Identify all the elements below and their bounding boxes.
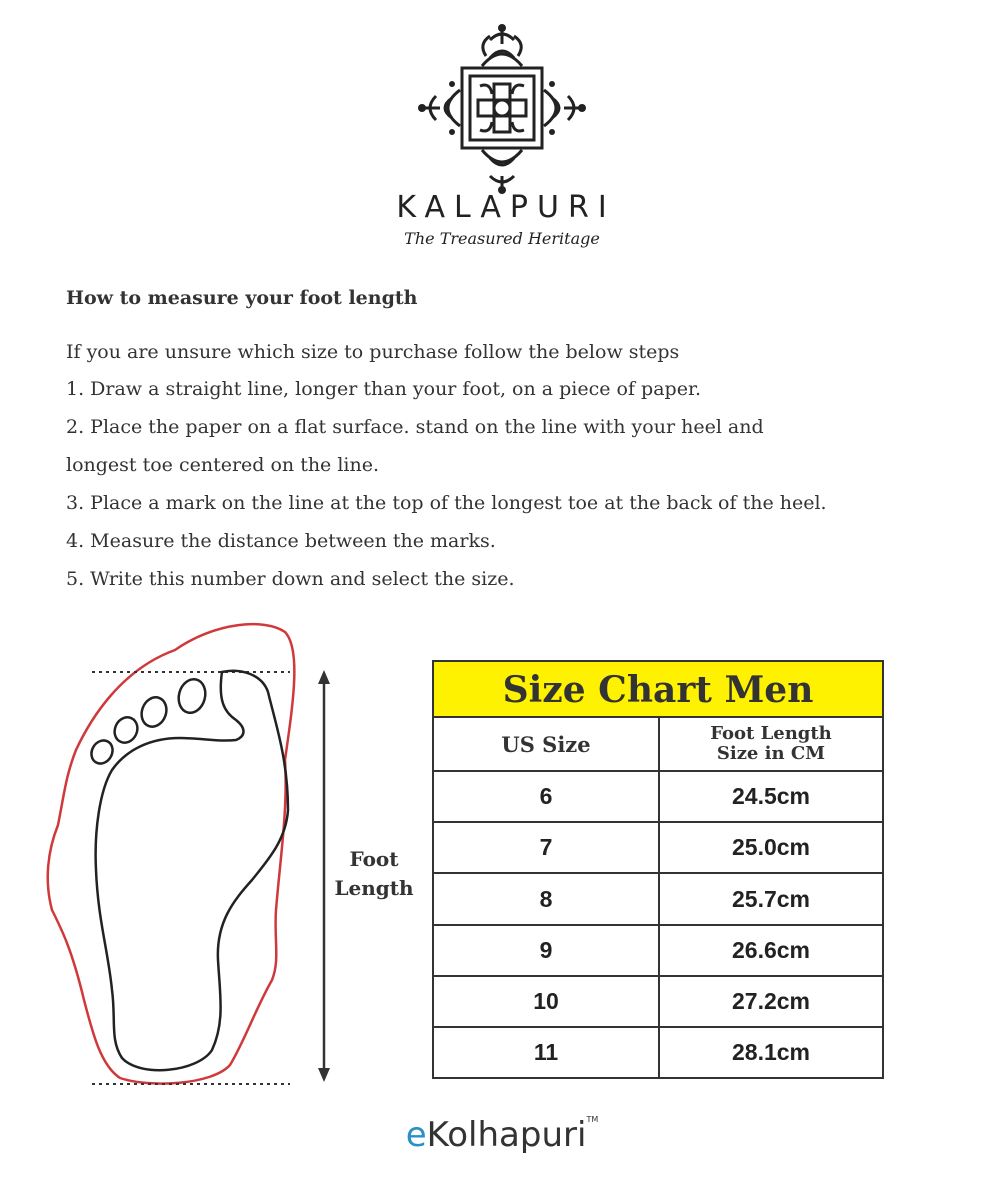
cm-size-cell: 25.0cm — [731, 834, 810, 860]
header-us-size: US Size — [434, 718, 660, 770]
foot-length-label — [330, 845, 418, 903]
us-size-cell: 9 — [434, 926, 660, 975]
size-chart-title: Size Chart Men — [434, 662, 882, 718]
foot-outline — [96, 671, 288, 1070]
cm-size-cell: 27.2cm — [731, 988, 810, 1014]
toe-3 — [138, 694, 171, 730]
us-size-cell: 10 — [434, 977, 660, 1026]
us-size-cell: 6 — [434, 772, 660, 821]
guide-heading: How to measure your foot length — [66, 287, 418, 309]
us-size-cell: 7 — [434, 823, 660, 872]
header-foot-length — [660, 718, 882, 770]
table-row — [434, 975, 882, 1026]
us-size-cell: 8 — [434, 874, 660, 924]
brand-name: KALAPURI — [396, 190, 616, 225]
header-foot-length-line1: Foot Length — [710, 723, 832, 744]
size-chart-table — [432, 660, 884, 1079]
ekolhapuri-logo — [0, 1115, 1004, 1155]
guide-step-2-continued: longest toe centered on the line. — [66, 454, 380, 476]
trademark-mark: TM — [586, 1115, 599, 1124]
foot-length-label-line1: Foot — [349, 847, 399, 871]
foot-length-label-line2: Length — [334, 876, 414, 900]
guide-step-3: 3. Place a mark on the line at the top of the longest toe at the back of the heel. — [66, 492, 827, 514]
us-size-cell: 11 — [434, 1028, 660, 1077]
ekolhapuri-logo-e: e — [405, 1115, 427, 1155]
cm-size-cell: 28.1cm — [731, 1039, 810, 1065]
guide-step-4: 4. Measure the distance between the marks. — [66, 530, 496, 552]
table-row — [434, 770, 882, 821]
arrow-head-down — [318, 1068, 330, 1082]
cm-size-cell: 26.6cm — [731, 937, 810, 963]
table-row — [434, 872, 882, 924]
guide-step-2: 2. Place the paper on a flat surface. stand on the line with your heel and — [66, 416, 764, 438]
foot-illustration — [40, 610, 340, 1100]
table-row — [434, 821, 882, 872]
toe-5 — [87, 737, 116, 768]
guide-step-5: 5. Write this number down and select the size. — [66, 568, 515, 590]
brand-tagline: The Treasured Heritage — [404, 229, 600, 248]
cm-size-cell: 24.5cm — [731, 783, 810, 809]
ekolhapuri-logo-text: Kolhapuri — [426, 1115, 587, 1155]
toe-2 — [175, 676, 209, 716]
size-chart-header-row — [434, 718, 882, 770]
header-foot-length-line2: Size in CM — [716, 743, 826, 764]
guide-intro: If you are unsure which size to purchase follow the below steps — [66, 341, 680, 363]
guide-step-1: 1. Draw a straight line, longer than your foot, on a piece of paper. — [66, 378, 701, 400]
table-row — [434, 1026, 882, 1077]
arrow-head-up — [318, 670, 330, 684]
sole-outline — [48, 624, 295, 1083]
cm-size-cell: 25.7cm — [731, 885, 810, 912]
table-row — [434, 924, 882, 975]
toe-4 — [111, 714, 142, 747]
